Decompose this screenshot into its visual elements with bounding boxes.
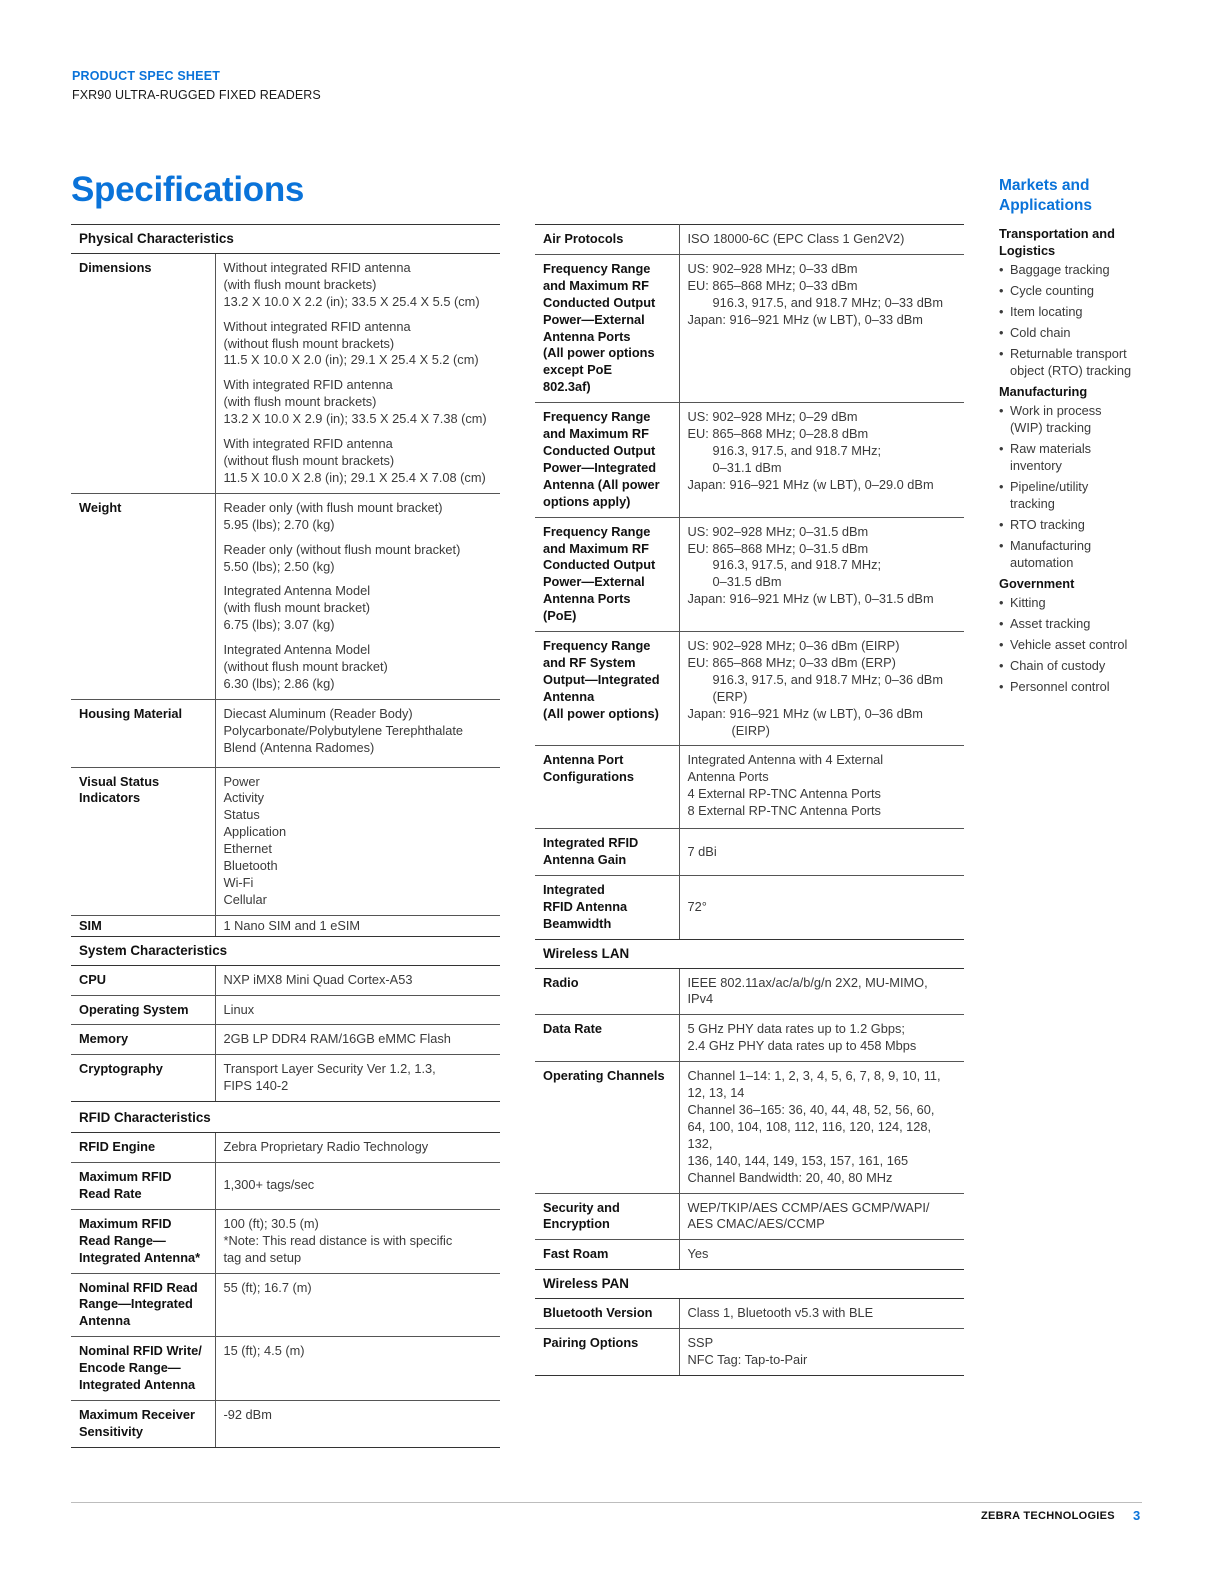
table-row <box>535 875 964 939</box>
text-line: Work in process <box>1010 403 1102 418</box>
text-line: 11.5 X 10.0 X 2.8 (in); 29.1 X 25.4 X 7.08 (cm) <box>223 469 486 485</box>
row-value: Yes <box>679 1240 964 1270</box>
text-line: Transportation and <box>999 226 1115 241</box>
row-value <box>679 1062 964 1193</box>
text-line: Wi-Fi <box>223 875 254 890</box>
bullet-icon: • <box>999 658 1004 673</box>
item-text: Vehicle asset control <box>1010 637 1128 652</box>
table-row <box>535 968 964 1015</box>
row-value <box>215 699 500 767</box>
text-line: WEP/TKIP/AES CCMP/AES GCMP/WAPI/ <box>687 1199 930 1215</box>
row-value <box>679 968 964 1015</box>
text-line: 12, 13, 14 <box>687 1085 745 1101</box>
table-row <box>71 1400 500 1447</box>
text-line: Japan: 916–921 MHz (w LBT), 0–31.5 dBm <box>687 591 934 607</box>
item-text: Cycle counting <box>1010 283 1094 298</box>
section-row <box>71 936 500 965</box>
list-item <box>999 678 1174 695</box>
table-row <box>71 767 500 915</box>
footer-brand: ZEBRA TECHNOLOGIES <box>981 1510 1115 1522</box>
text-line: RFID Antenna <box>543 898 628 914</box>
section-system: System Characteristics <box>71 936 500 965</box>
row-label: Operating System <box>71 995 215 1025</box>
table-row <box>535 403 964 517</box>
text-line: FIPS 140-2 <box>223 1078 289 1094</box>
text-line: Without integrated RFID antenna <box>223 259 411 275</box>
government-list <box>999 594 1174 695</box>
text-line: except PoE <box>543 362 612 378</box>
list-item <box>999 615 1174 632</box>
row-value: ISO 18000-6C (EPC Class 1 Gen2V2) <box>679 225 964 255</box>
physical-system-rfid-table <box>71 224 500 1448</box>
text-line: Integrated <box>543 881 605 897</box>
text-line: Maximum Receiver <box>79 1406 195 1422</box>
text-line: Antenna Ports <box>687 769 769 785</box>
row-label: Dimensions <box>71 253 215 493</box>
row-value: 55 (ft); 16.7 (m) <box>215 1273 500 1337</box>
row-value: 7 dBi <box>679 829 964 876</box>
table-row <box>71 1133 500 1163</box>
text-line: Beamwidth <box>543 915 612 931</box>
table-row <box>535 632 964 746</box>
text-line: and RF System <box>543 654 636 670</box>
text-line: (with flush mount bracket) <box>223 600 371 616</box>
section-row <box>535 1270 964 1299</box>
row-label: Air Protocols <box>535 225 679 255</box>
bullet-icon: • <box>999 262 1004 277</box>
row-label <box>535 632 679 746</box>
text-line: Antenna (All power <box>543 476 660 492</box>
text-line: Power—External <box>543 574 645 590</box>
text-line: 916.3, 917.5, and 918.7 MHz; 0–36 dBm <box>712 671 944 687</box>
page-title: Specifications <box>71 170 305 209</box>
list-item <box>999 657 1174 674</box>
row-value <box>679 1015 964 1062</box>
text-line: Frequency Range <box>543 638 651 654</box>
text-line: US: 902–928 MHz; 0–36 dBm (EIRP) <box>687 638 900 654</box>
text-line: *Note: This read distance is with specific <box>223 1232 453 1248</box>
text-line: Ethernet <box>223 841 272 857</box>
text-line: Transport Layer Security Ver 1.2, 1.3, <box>223 1061 436 1077</box>
category-manufacturing: Manufacturing <box>999 384 1088 399</box>
row-label <box>535 875 679 939</box>
text-line: 4 External RP-TNC Antenna Ports <box>687 786 881 802</box>
section-row <box>71 1102 500 1133</box>
row-label <box>535 746 679 829</box>
text-line: Security and <box>543 1199 620 1215</box>
text-line: tracking <box>1010 496 1055 511</box>
list-item <box>999 636 1174 653</box>
section-wireless-lan: Wireless LAN <box>535 939 964 968</box>
text-line: EU: 865–868 MHz; 0–31.5 dBm <box>687 540 869 556</box>
text-line: Without integrated RFID antenna <box>223 318 411 334</box>
row-label: Pairing Options <box>535 1329 679 1376</box>
text-line: Reader only (with flush mount bracket) <box>223 499 443 515</box>
row-value: 2GB LP DDR4 RAM/16GB eMMC Flash <box>215 1025 500 1055</box>
text-line: 5.50 (lbs); 2.50 (kg) <box>223 558 335 574</box>
rf-wireless-table <box>535 224 964 1376</box>
list-item <box>999 594 1174 611</box>
bullet-icon: • <box>999 346 1004 361</box>
text-line: Power <box>223 773 260 789</box>
text-line: (WIP) tracking <box>1010 420 1092 435</box>
row-label <box>71 1400 215 1447</box>
text-line: Markets and <box>999 177 1090 194</box>
text-line: (PoE) <box>543 608 577 624</box>
text-line: Applications <box>999 196 1093 214</box>
list-item <box>999 303 1174 320</box>
text-line: EU: 865–868 MHz; 0–33 dBm <box>687 277 858 293</box>
sidebar-title <box>999 176 1174 215</box>
text-line: Conducted Output <box>543 294 656 310</box>
item-text: Asset tracking <box>1010 616 1091 631</box>
text-line: 6.75 (lbs); 3.07 (kg) <box>223 617 335 633</box>
text-line: 0–31.5 dBm <box>712 574 782 590</box>
bullet-icon: • <box>999 538 1004 553</box>
text-line: (All power options) <box>543 705 659 721</box>
text-line: Pipeline/utility <box>1010 479 1089 494</box>
row-label: Visual Status Indicators <box>71 767 215 915</box>
category-government: Government <box>999 576 1075 591</box>
table-row <box>71 915 500 936</box>
text-line: automation <box>1010 555 1074 570</box>
item-text: Personnel control <box>1010 679 1110 694</box>
item-text: Baggage tracking <box>1010 262 1110 277</box>
text-line: 5.95 (lbs); 2.70 (kg) <box>223 516 335 532</box>
text-line: US: 902–928 MHz; 0–29 dBm <box>687 409 858 425</box>
row-value <box>215 1209 500 1273</box>
markets-sidebar <box>999 176 1174 699</box>
section-physical: Physical Characteristics <box>71 225 500 254</box>
text-line: Returnable transport <box>1010 346 1127 361</box>
section-rfid: RFID Characteristics <box>71 1102 500 1133</box>
text-line: Antenna Ports <box>543 591 631 607</box>
text-line: Integrated RFID <box>543 835 639 851</box>
text-line: Antenna Port <box>543 752 624 768</box>
row-label: Bluetooth Version <box>535 1299 679 1329</box>
row-value <box>215 1055 500 1102</box>
text-line: Nominal RFID Write/ <box>79 1343 202 1359</box>
table-row <box>71 1055 500 1102</box>
text-line: 13.2 X 10.0 X 2.9 (in); 33.5 X 25.4 X 7.38 (cm) <box>223 411 487 427</box>
section-wireless-pan: Wireless PAN <box>535 1270 964 1299</box>
text-line: (EIRP) <box>731 722 770 738</box>
row-value <box>215 767 500 915</box>
text-line: Japan: 916–921 MHz (w LBT), 0–29.0 dBm <box>687 476 934 492</box>
text-line: Bluetooth <box>223 858 278 874</box>
list-item <box>999 402 1174 436</box>
table-row <box>71 1025 500 1055</box>
text-line: Maximum RFID <box>79 1168 172 1184</box>
text-line: Channel 1–14: 1, 2, 3, 4, 5, 6, 7, 8, 9, 10, 11, <box>687 1068 941 1084</box>
text-line: 8 External RP-TNC Antenna Ports <box>687 803 881 819</box>
table-row <box>535 254 964 402</box>
bullet-icon: • <box>999 679 1004 694</box>
text-line: Integrated Antenna <box>79 1377 196 1393</box>
row-label: Weight <box>71 493 215 699</box>
text-line: Polycarbonate/Polybutylene Terephthalate <box>223 722 464 738</box>
item-text: RTO tracking <box>1010 517 1085 532</box>
row-value: 72° <box>679 875 964 939</box>
text-line: (without flush mount brackets) <box>223 335 395 351</box>
row-label <box>71 1162 215 1209</box>
row-label: SIM <box>71 915 215 936</box>
table-row <box>535 746 964 829</box>
list-item <box>999 516 1174 533</box>
row-value <box>679 403 964 517</box>
row-value: Linux <box>215 995 500 1025</box>
text-line: (without flush mount bracket) <box>223 659 388 675</box>
text-line: Integrated Antenna* <box>79 1249 201 1265</box>
row-label: Cryptography <box>71 1055 215 1102</box>
text-line: and Maximum RF <box>543 426 649 442</box>
text-line: SSP <box>687 1335 714 1351</box>
page-number: 3 <box>1133 1508 1141 1523</box>
text-line: US: 902–928 MHz; 0–31.5 dBm <box>687 523 869 539</box>
text-line: EU: 865–868 MHz; 0–33 dBm (ERP) <box>687 654 896 670</box>
row-label <box>71 1273 215 1337</box>
text-line: Antenna <box>79 1313 131 1329</box>
text-line: and Maximum RF <box>543 540 649 556</box>
text-line: options apply) <box>543 493 631 509</box>
text-line: Antenna <box>543 688 595 704</box>
text-line: Conducted Output <box>543 442 656 458</box>
text-line: Nominal RFID Read <box>79 1279 198 1295</box>
text-line: Diecast Aluminum (Reader Body) <box>223 705 413 721</box>
text-line: 0–31.1 dBm <box>712 459 782 475</box>
text-line: US: 902–928 MHz; 0–33 dBm <box>687 260 858 276</box>
row-value <box>679 1329 964 1376</box>
text-line: 5 GHz PHY data rates up to 1.2 Gbps; <box>687 1021 905 1037</box>
text-line: 6.30 (lbs); 2.86 (kg) <box>223 675 335 691</box>
row-label <box>71 1209 215 1273</box>
row-value <box>679 632 964 746</box>
table-row <box>535 225 964 255</box>
text-line: EU: 865–868 MHz; 0–28.8 dBm <box>687 426 869 442</box>
text-line: Application <box>223 824 287 840</box>
section-row <box>535 939 964 968</box>
bullet-icon: • <box>999 479 1004 494</box>
text-line: Manufacturing <box>1010 538 1092 553</box>
text-line: Status <box>223 807 260 823</box>
row-label: Radio <box>535 968 679 1015</box>
table-row <box>71 995 500 1025</box>
row-label <box>71 1337 215 1401</box>
text-line: Frequency Range <box>543 260 651 276</box>
table-row <box>71 1337 500 1401</box>
text-line: Cellular <box>223 891 267 907</box>
table-row <box>535 1062 964 1193</box>
text-line: With integrated RFID antenna <box>223 377 393 393</box>
text-line: Configurations <box>543 769 634 785</box>
text-line: Power—Integrated <box>543 459 657 475</box>
text-line: Logistics <box>999 243 1056 258</box>
text-line: NFC Tag: Tap-to-Pair <box>687 1351 808 1367</box>
text-line: Antenna Ports <box>543 328 631 344</box>
bullet-icon: • <box>999 637 1004 652</box>
text-line: Reader only (without flush mount bracket) <box>223 541 461 557</box>
table-row <box>71 1209 500 1273</box>
row-value <box>679 1193 964 1240</box>
list-item <box>999 478 1174 512</box>
manufacturing-list <box>999 402 1174 571</box>
row-value <box>215 253 500 493</box>
row-label: Data Rate <box>535 1015 679 1062</box>
text-line: object (RTO) tracking <box>1010 363 1132 378</box>
text-line: Japan: 916–921 MHz (w LBT), 0–36 dBm <box>687 705 923 721</box>
row-value <box>679 517 964 631</box>
section-row <box>71 225 500 254</box>
row-label <box>535 254 679 402</box>
header-product: FXR90 ULTRA-RUGGED FIXED READERS <box>72 88 321 102</box>
item-text: Item locating <box>1010 304 1083 319</box>
item-text: Chain of custody <box>1010 658 1106 673</box>
bullet-icon: • <box>999 616 1004 631</box>
table-row <box>535 829 964 876</box>
row-label <box>535 403 679 517</box>
table-row <box>71 1273 500 1337</box>
table-row <box>71 965 500 995</box>
text-line: Channel Bandwidth: 20, 40, 80 MHz <box>687 1169 893 1185</box>
row-label <box>535 1193 679 1240</box>
text-line: Raw materials <box>1010 441 1092 456</box>
table-row <box>71 493 500 699</box>
text-line: Integrated Antenna Model <box>223 583 371 599</box>
text-line: Activity <box>223 790 265 806</box>
table-row <box>71 253 500 493</box>
text-line: 136, 140, 144, 149, 153, 157, 161, 165 <box>687 1152 909 1168</box>
row-label: CPU <box>71 965 215 995</box>
row-value <box>215 493 500 699</box>
text-line: Sensitivity <box>79 1423 144 1439</box>
table-row <box>71 1162 500 1209</box>
text-line: Encode Range— <box>79 1360 181 1376</box>
row-value <box>679 746 964 829</box>
row-label: RFID Engine <box>71 1133 215 1163</box>
row-value <box>679 254 964 402</box>
bullet-icon: • <box>999 304 1004 319</box>
row-value: 1 Nano SIM and 1 eSIM <box>215 915 500 936</box>
text-line: tag and setup <box>223 1249 302 1265</box>
row-value: Class 1, Bluetooth v5.3 with BLE <box>679 1299 964 1329</box>
bullet-icon: • <box>999 325 1004 340</box>
text-line: Blend (Antenna Radomes) <box>223 739 375 755</box>
text-line: Channel 36–165: 36, 40, 44, 48, 52, 56, 60, <box>687 1101 935 1117</box>
text-line: Range—Integrated <box>79 1296 193 1312</box>
footer-divider <box>71 1502 1142 1503</box>
list-item <box>999 345 1174 379</box>
header-label: PRODUCT SPEC SHEET <box>72 69 221 83</box>
category-transport <box>999 225 1174 259</box>
text-line: Power—External <box>543 311 645 327</box>
text-line: Read Range— <box>79 1232 166 1248</box>
row-value: Zebra Proprietary Radio Technology <box>215 1133 500 1163</box>
text-line: (All power options <box>543 345 655 361</box>
text-line: 2.4 GHz PHY data rates up to 458 Mbps <box>687 1038 917 1054</box>
text-line: With integrated RFID antenna <box>223 436 393 452</box>
text-line: and Maximum RF <box>543 277 649 293</box>
list-item <box>999 537 1174 571</box>
row-value: 1,300+ tags/sec <box>215 1162 500 1209</box>
list-item <box>999 282 1174 299</box>
text-line: Encryption <box>543 1216 610 1232</box>
text-line: Maximum RFID <box>79 1215 172 1231</box>
row-label <box>535 829 679 876</box>
text-line: Integrated Antenna with 4 External <box>687 752 884 768</box>
list-item <box>999 324 1174 341</box>
list-item <box>999 440 1174 474</box>
text-line: 11.5 X 10.0 X 2.0 (in); 29.1 X 25.4 X 5.2 (cm) <box>223 352 479 368</box>
row-label: Operating Channels <box>535 1062 679 1193</box>
bullet-icon: • <box>999 403 1004 418</box>
table-row <box>535 1240 964 1270</box>
text-line: 916.3, 917.5, and 918.7 MHz; 0–33 dBm <box>712 294 944 310</box>
text-line: IPv4 <box>687 991 714 1007</box>
bullet-icon: • <box>999 517 1004 532</box>
text-line: Read Rate <box>79 1185 142 1201</box>
text-line: Japan: 916–921 MHz (w LBT), 0–33 dBm <box>687 311 923 327</box>
text-line: Output—Integrated <box>543 671 660 687</box>
table-row <box>535 517 964 631</box>
row-label <box>535 517 679 631</box>
row-value: NXP iMX8 Mini Quad Cortex-A53 <box>215 965 500 995</box>
table-row <box>535 1193 964 1240</box>
row-label: Memory <box>71 1025 215 1055</box>
text-line: (ERP) <box>712 688 748 704</box>
text-line: Antenna Gain <box>543 852 627 867</box>
list-item <box>999 261 1174 278</box>
item-text: Kitting <box>1010 595 1046 610</box>
text-line: 64, 100, 104, 108, 112, 116, 120, 124, 128, 132, <box>687 1118 932 1151</box>
text-line: 13.2 X 10.0 X 2.2 (in); 33.5 X 25.4 X 5.5 (cm) <box>223 293 480 309</box>
text-line: (with flush mount brackets) <box>223 394 377 410</box>
transport-list <box>999 261 1174 379</box>
text-line: 916.3, 917.5, and 918.7 MHz; <box>712 557 882 573</box>
text-line: 802.3af) <box>543 379 591 395</box>
row-label: Housing Material <box>71 699 215 767</box>
item-text: Cold chain <box>1010 325 1071 340</box>
bullet-icon: • <box>999 595 1004 610</box>
text-line: Conducted Output <box>543 557 656 573</box>
table-row <box>71 699 500 767</box>
text-line: (with flush mount brackets) <box>223 276 377 292</box>
text-line: Frequency Range <box>543 409 651 425</box>
bullet-icon: • <box>999 283 1004 298</box>
table-row <box>535 1299 964 1329</box>
row-label: Fast Roam <box>535 1240 679 1270</box>
text-line: AES CMAC/AES/CCMP <box>687 1216 825 1232</box>
row-value: 15 (ft); 4.5 (m) <box>215 1337 500 1401</box>
bullet-icon: • <box>999 441 1004 456</box>
text-line: inventory <box>1010 458 1062 473</box>
table-row <box>535 1015 964 1062</box>
row-value: -92 dBm <box>215 1400 500 1447</box>
text-line: IEEE 802.11ax/ac/a/b/g/n 2X2, MU-MIMO, <box>687 974 928 990</box>
text-line: (without flush mount brackets) <box>223 452 395 468</box>
text-line: Frequency Range <box>543 523 651 539</box>
text-line: Integrated Antenna Model <box>223 642 371 658</box>
text-line: 100 (ft); 30.5 (m) <box>223 1215 319 1231</box>
text-line: 916.3, 917.5, and 918.7 MHz; <box>712 442 882 458</box>
table-row <box>535 1329 964 1376</box>
